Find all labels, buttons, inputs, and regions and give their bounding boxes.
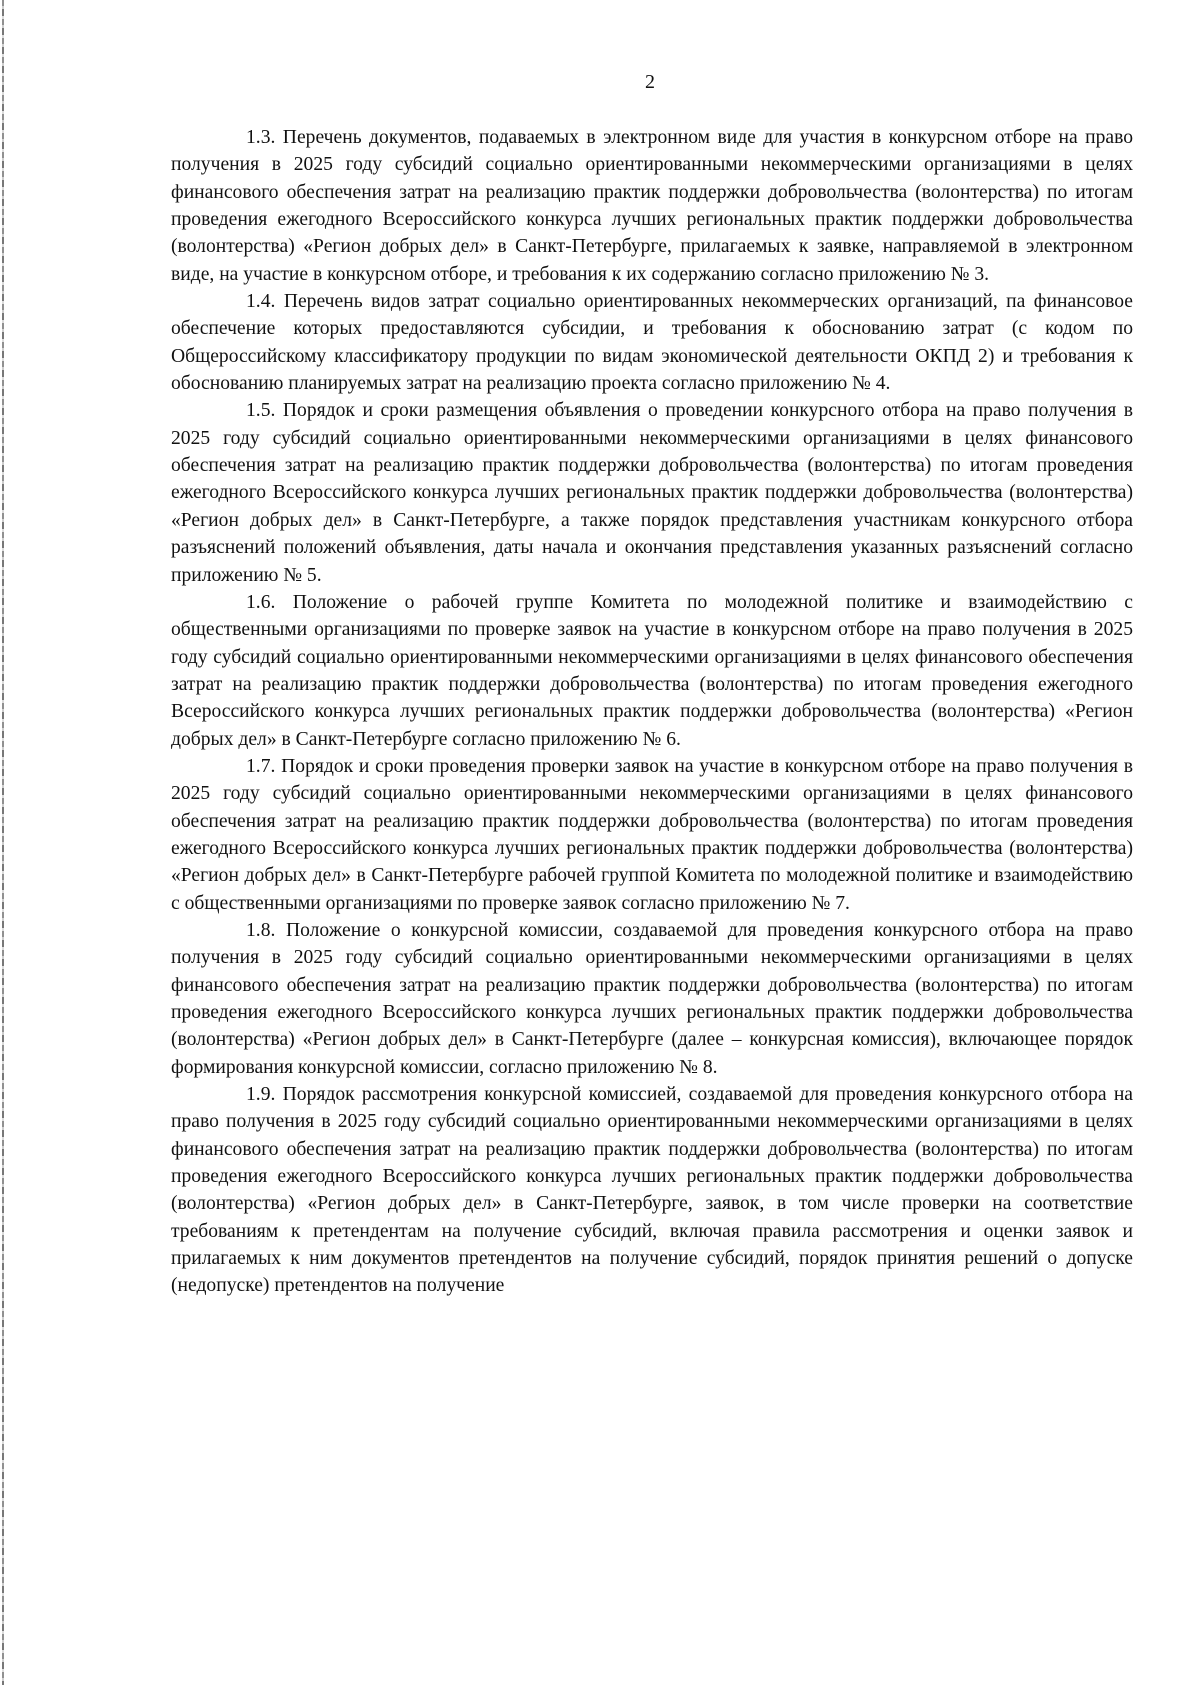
paragraph-1-3: 1.3. Перечень документов, подаваемых в электронном виде для участия в конкурсном отборе на право получения в 2025 году субсидий социально ориентированными некоммерческими организациями в целях финансового обеспечения затрат на реализацию практик поддержки добровольчества (волонтерства) по итогам проведения ежегодного Всероссийского конкурса лучших региональных практик поддержки добровольчества (волонтерства) «Регион добрых дел» в Санкт-Петербурге, прилагаемых к заявке, направляемой в электронном виде, на участие в конкурсном отборе, и требования к их содержанию согласно приложению № 3.: [171, 127, 1133, 285]
paragraph-1-9: 1.9. Порядок рассмотрения конкурсной комиссией, создаваемой для проведения конкурсного отбора на право получения в 2025 году субсидий социально ориентированными некоммерческими организациями в целях финансового обеспечения затрат на реализацию практик поддержки добровольчества (волонтерства) по итогам проведения ежегодного Всероссийского конкурса лучших региональных практик поддержки добровольчества (волонтерства) «Регион добрых дел» в Санкт-Петербурге, заявок, в том числе проверки на соответствие требованиям к претендентам на получение субсидий, включая правила рассмотрения и оценки заявок и прилагаемых к ним документов претендентов на получение субсидий, порядок принятия решений о допуске (недопуске) претендентов на получение: [171, 1084, 1133, 1297]
paragraph-1-8: 1.8. Положение о конкурсной комиссии, создаваемой для проведения конкурсного отбора на право получения в 2025 году субсидий социально ориентированными некоммерческими организациями в целях финансового обеспечения затрат на реализацию практик поддержки добровольчества (волонтерства) по итогам проведения ежегодного Всероссийского конкурса лучших региональных практик поддержки добровольчества (волонтерства) «Регион добрых дел» в Санкт-Петербурге (далее – конкурсная комиссия), включающее порядок формирования конкурсной комиссии, согласно приложению № 8.: [171, 919, 1133, 1078]
paragraph-1-4: 1.4. Перечень видов затрат социально ориентированных некоммерческих организаций, па финансовое обеспечение которых предоставляются субсидии, и требования к обоснованию затрат (с кодом по Общероссийскому классификатору продукции по видам экономической деятельности ОКПД 2) и требования к обоснованию планируемых затрат на реализацию проекта согласно приложению № 4.: [171, 291, 1133, 395]
paragraph-1-7: 1.7. Порядок и сроки проведения проверки заявок на участие в конкурсном отборе на право получения в 2025 году субсидий социально ориентированными некоммерческими организациями в целях финансового обеспечения затрат на реализацию практик поддержки добровольчества (волонтерства) по итогам проведения ежегодного Всероссийского конкурса лучших региональных практик поддержки добровольчества (волонтерства) «Регион добрых дел» в Санкт-Петербурге рабочей группой Комитета по молодежной политике и взаимодействию с общественными организациями по проверке заявок согласно приложению № 7.: [171, 755, 1133, 914]
paragraph-1-6: 1.6. Положение о рабочей группе Комитета по молодежной политике и взаимодействию с общественными организациями по проверке заявок на участие в конкурсном отборе на право получения в 2025 году субсидий социально ориентированными некоммерческими организациями в целях финансового обеспечения затрат на реализацию практик поддержки добровольчества (волонтерства) по итогам проведения ежегодного Всероссийского конкурса лучших региональных практик поддержки добровольчества (волонтерства) «Регион добрых дел» в Санкт-Петербурге согласно приложению № 6.: [171, 591, 1133, 750]
scan-edge-artifact: [2, 0, 4, 1685]
page-number: 2: [645, 71, 655, 93]
paragraph-1-5: 1.5. Порядок и сроки размещения объявления о проведении конкурсного отбора на право получения в 2025 году субсидий социально ориентированными некоммерческими организациями в целях финансового обеспечения затрат на реализацию практик поддержки добровольчества (волонтерства) по итогам проведения ежегодного Всероссийского конкурса лучших региональных практик поддержки добровольчества (волонтерства) «Регион добрых дел» в Санкт-Петербурге, а также порядок представления участникам конкурсного отбора разъяснений положений объявления, даты начала и окончания представления указанных разъяснений согласно приложению № 5.: [171, 400, 1133, 586]
document-body: [171, 124, 1133, 1300]
